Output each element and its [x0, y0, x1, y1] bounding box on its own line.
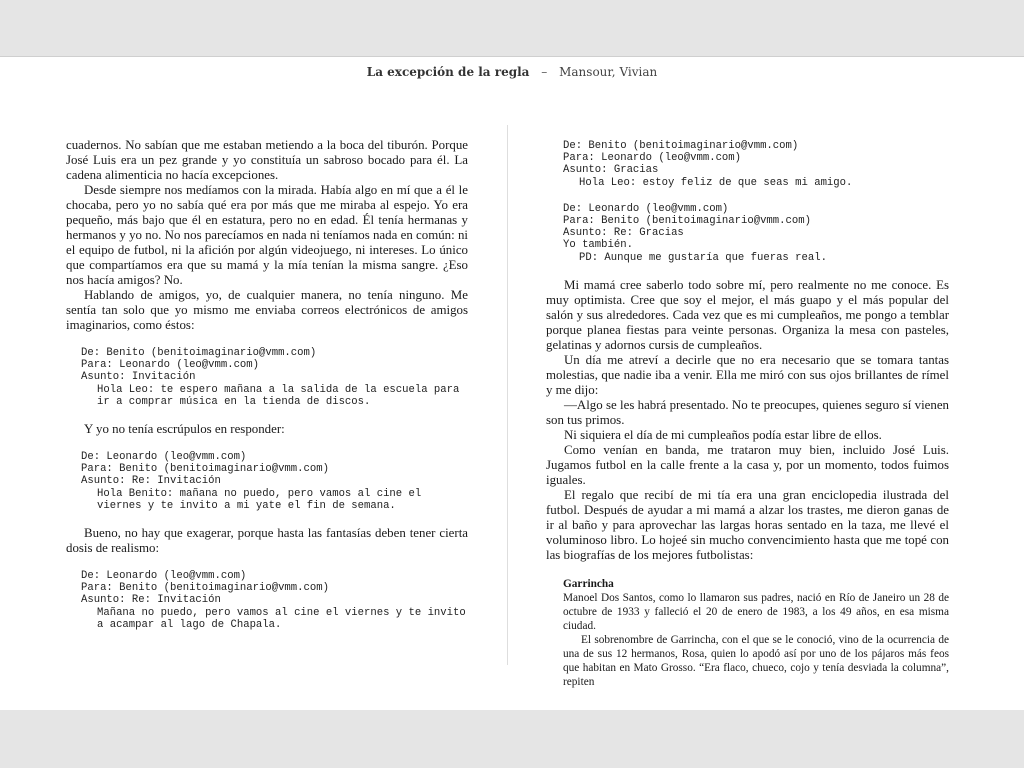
- email-to: Para: Leonardo (leo@vmm.com): [81, 359, 260, 372]
- email-body: PD: Aunque me gustaría que fueras real.: [579, 251, 827, 264]
- paragraph: Bueno, no hay que exagerar, porque hasta las fantasías deben tener cierta dosis de realismo:: [66, 526, 468, 556]
- email-to: Para: Benito (benitoimaginario@vmm.com): [563, 215, 811, 228]
- book-title: La excepción de la regla: [366, 65, 530, 79]
- email-subject: Asunto: Invitación: [81, 371, 196, 384]
- biography-title: Garrincha: [563, 577, 614, 590]
- paragraph: Hablando de amigos, yo, de cualquier manera, no tenía ninguno. Me sentía tan solo que yo mismo me enviaba correos electrónicos de amigos imaginarios, como éstos:: [66, 288, 468, 332]
- dialogue-paragraph: —Algo se les habrá presentado. No te preocupes, quienes seguro sí vienen son tus primos.: [546, 397, 949, 427]
- email-body: Hola Leo: estoy feliz de que seas mi amigo.: [579, 176, 853, 189]
- email-body: Yo también.: [563, 239, 633, 252]
- right-page-column: [546, 140, 949, 689]
- email-subject: Asunto: Re: Gracias: [563, 227, 684, 240]
- email-from: De: Leonardo (leo@vmm.com): [81, 451, 247, 464]
- book-page-spread: [0, 57, 1024, 710]
- email-block: [66, 347, 468, 408]
- biography-paragraph: Manoel Dos Santos, como lo llamaron sus padres, nació en Río de Janeiro un 28 de octubre de 1933 y falleció el 20 de enero de 1983, a los 49 años, en esa misma ciudad.: [563, 591, 949, 632]
- email-to: Para: Benito (benitoimaginario@vmm.com): [81, 463, 329, 476]
- email-subject: Asunto: Gracias: [563, 164, 659, 177]
- bottom-bar: [0, 710, 1024, 768]
- email-subject: Asunto: Re: Invitación: [81, 594, 221, 607]
- email-body: viernes y te invito a mi yate el fin de semana.: [97, 499, 396, 512]
- email-block: [66, 451, 468, 512]
- email-to: Para: Leonardo (leo@vmm.com): [563, 152, 742, 165]
- email-body: Mañana no puedo, pero vamos al cine el viernes y te invito: [97, 606, 466, 619]
- paragraph: Desde siempre nos medíamos con la mirada. Había algo en mí que a él le chocaba, pero yo no sabía qué era por más que me miraba al espejo. Yo era pequeño, más bajo que él en estatura, pero no en edad. Él tenía hermanas y hermanos y yo no. No nos parecíamos en nada ni teníamos nada en común: ni el equipo de futbol, ni la afición por algún videojuego, ni intereses. Lo único que compartíamos era que su mamá y la mía tenían la misma sangre. ¿Eso nos hacía amigos? No.: [66, 183, 468, 287]
- email-body: ir a comprar música en la tienda de discos.: [97, 395, 371, 408]
- paragraph: Como venían en banda, me trataron muy bien, incluido José Luis. Jugamos futbol en la calle frente a la casa y, por un momento, todos fuimos iguales.: [546, 442, 949, 487]
- email-subject: Asunto: Re: Invitación: [81, 475, 221, 488]
- email-from: De: Leonardo (leo@vmm.com): [563, 202, 729, 215]
- email-from: De: Leonardo (leo@vmm.com): [81, 570, 247, 583]
- biography-paragraph: El sobrenombre de Garrincha, con el que se le conoció, vino de la ocurrencia de una de sus 12 hermanos, Rosa, quien lo apodó así por uno de los pájaros más feos que habitan en Mato Grosso. “Era flaco, chueco, cojo y tenía desviada la columna”, repiten: [563, 633, 949, 688]
- page-gutter-divider: [507, 125, 508, 665]
- email-from: De: Benito (benitoimaginario@vmm.com): [563, 140, 799, 152]
- email-block: [546, 203, 949, 264]
- email-to: Para: Benito (benitoimaginario@vmm.com): [81, 582, 329, 595]
- paragraph: Y yo no tenía escrúpulos en responder:: [84, 422, 285, 437]
- email-block: [546, 140, 949, 189]
- paragraph: Un día me atreví a decirle que no era necesario que se tomara tantas molestias, que nadie iba a venir. Ella me miró con sus ojos brillantes de rímel y me dijo:: [546, 352, 949, 397]
- paragraph: El regalo que recibí de mi tía era una gran enciclopedia ilustrada del futbol. Después de ayudar a mi mamá a alzar los trastes, me dieron ganas de ir al baño y para aprovechar las largas horas sentado en la taza, me llevé el voluminoso libro. Lo hojeé sin mucho convencimiento hasta que me topé con las biografías de los mejores futbolistas:: [546, 487, 949, 562]
- biography-box: [546, 577, 949, 689]
- email-block: [66, 570, 468, 631]
- email-body: Hola Benito: mañana no puedo, pero vamos al cine el: [97, 487, 422, 500]
- book-author: Mansour, Vivian: [559, 65, 658, 79]
- running-header: [0, 65, 1024, 79]
- top-toolbar: [0, 0, 1024, 57]
- paragraph: Mi mamá cree saberlo todo sobre mí, pero realmente no me conoce. Es muy optimista. Cree que soy el mejor, el más guapo y el más popular del salón y sus alrededores. Cada vez que es mi cumpleaños, me pongo a temblar porque planea fiestas para veinte personas. Organiza la mesa con pasteles, gelatinas y adornos cursis de cumpleaños.: [546, 277, 949, 352]
- email-from: De: Benito (benitoimaginario@vmm.com): [81, 347, 317, 359]
- paragraph: cuadernos. No sabían que me estaban metiendo a la boca del tiburón. Porque José Luis era un pez grande y yo constituía un sabroso bocado para él. La cadena alimenticia no hacía excepciones.: [66, 138, 468, 182]
- paragraph: Ni siquiera el día de mi cumpleaños podía estar libre de ellos.: [564, 427, 882, 442]
- email-body: a acampar al lago de Chapala.: [97, 618, 282, 631]
- email-body: Hola Leo: te espero mañana a la salida de la escuela para: [97, 383, 460, 396]
- left-page-column: [66, 138, 468, 631]
- header-separator: –: [541, 65, 548, 79]
